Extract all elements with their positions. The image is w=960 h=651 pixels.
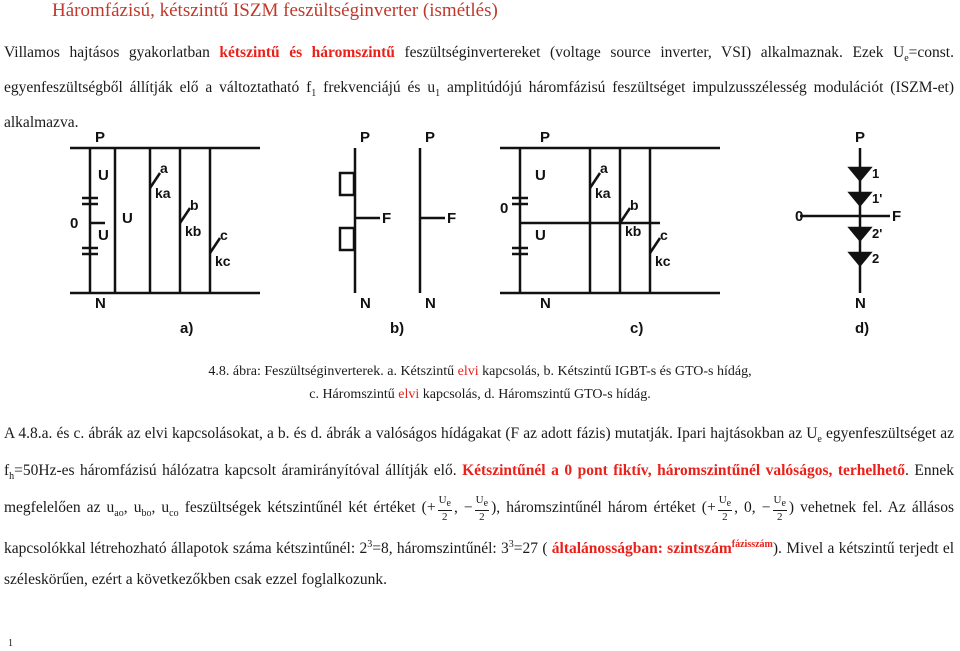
label-ue-a-mid: U [122, 210, 133, 227]
label-c-ka: ka [595, 185, 611, 201]
inverter-figure [60, 128, 940, 343]
label-fig-a: a) [180, 320, 194, 337]
label-f-b2: F [447, 210, 457, 227]
label-kb: kb [185, 223, 202, 239]
label-d-1: 1 [872, 166, 880, 181]
label-c-kb: kb [625, 223, 642, 239]
label-n-d: N [855, 295, 866, 312]
label-c-b: b [630, 197, 639, 213]
label-zero-c: 0 [500, 200, 509, 217]
label-c: c [220, 227, 228, 243]
label-ue-a-bot: U [98, 227, 109, 244]
label-d-1p: 1' [872, 191, 883, 206]
body-paragraph: A 4.8.a. és c. ábrák az elvi kapcsolásokat, a b. és d. ábrák a valóságos hídágakat (F az adott fázis) mutatják. Ipari hajtásokban az $U_e$ egyenfeszültséget az $f_h=50Hz-es$ háromfázisú hálózatra kapcsolt áramirányítóval állítják elő. Kétszintűnél a 0 pont fiktív, háromszintűnél valóságos, terhelhető. Ennek megfelelően az $u_{ao}$, $u_{bo}$, $u_{co}$ feszültségek kétszintűnél két értéket (+ $\frac{U_e}{2}$ , − $\frac{U_e}{2}$ ), háromszintűnél három értéket (+ $\frac{U_e}{2}$ , 0, − $\frac{U_e}{2}$ ) vehetnek fel. Az állásos kapcsolókkal létrehozható állapotok száma kétszintűnél: $2^3=8$, háromszintűnél: $3^3=27$ ( általánosságban: szintszám$^{fázisszám}$). Mivel a kétszintű terjedt el széleskörűen, ezért a következőkben csak ezzel foglalkozunk. [4, 425, 955, 589]
label-p-b1: P [360, 129, 371, 146]
label-c-kc: kc [655, 253, 671, 269]
label-p-c: P [540, 129, 551, 146]
fraction-ue-half: $\frac{U_e}{2}$ [438, 494, 451, 524]
label-f-d: F [892, 208, 902, 225]
label-zero-d: 0 [795, 208, 804, 225]
label-a: a [160, 160, 168, 176]
highlight-levels: kétszintű és háromszintű [219, 44, 395, 61]
label-f-b1: F [382, 210, 392, 227]
fraction-ue-half: $\frac{U_e}{2}$ [773, 494, 786, 524]
label-n-b1: N [360, 295, 371, 312]
page-title: Háromfázisú, kétszintű ISZM feszültséginverter (ismétlés) [52, 0, 498, 21]
label-fig-d: d) [855, 320, 870, 337]
intro-paragraph: Villamos hajtásos gyakorlatban kétszintű és háromszintű feszültséginvertereket (voltage source inverter, VSI) alkalmaznak. Ezek $U_e=const$. egyenfeszültségből állítják elő a változtatható $f_1$ frekvenciájú és $u_1$ amplitúdójú háromfázisú feszültséget impulzusszélesség modulációt (ISZM-et) alkalmazva. [4, 44, 955, 132]
label-b: b [190, 197, 199, 213]
label-fig-b: b) [390, 320, 405, 337]
label-d-2: 2 [872, 251, 880, 266]
page-number: 1 [8, 638, 13, 649]
label-ue-c-bot: U [535, 227, 546, 244]
label-c-a: a [600, 160, 608, 176]
label-fig-c: c) [630, 320, 644, 337]
label-kc: kc [215, 253, 231, 269]
fraction-ue-half: $\frac{U_e}{2}$ [718, 494, 732, 524]
label-zero-a: 0 [70, 215, 79, 232]
label-p-d: P [855, 129, 866, 146]
label-n-b2: N [425, 295, 436, 312]
label-p-b2: P [425, 129, 436, 146]
highlight-general: általánosságban: szintszám [551, 540, 732, 558]
label-d-2p: 2' [872, 226, 883, 241]
label-ue-c-top: U [535, 167, 546, 184]
label-ka: ka [155, 185, 171, 201]
figure-caption: 4.8. ábra: Feszültséginverterek. a. Kétszintű elvi kapcsolás, b. Kétszintű IGBT-s és GTO-s hídág, c. Háromszintű elvi kapcsolás, d. Háromszintű GTO-s hídág. [208, 364, 752, 402]
label-p-a: P [95, 129, 106, 146]
label-n-a: N [95, 295, 106, 312]
fraction-ue-half: $\frac{U_e}{2}$ [475, 494, 489, 524]
highlight-zero-point: Kétszintűnél a 0 pont fiktív, háromszintűnél valóságos, terhelhető [462, 462, 906, 480]
label-ue-a-top: U [98, 167, 109, 184]
label-c-c: c [660, 227, 668, 243]
label-n-c: N [540, 295, 551, 312]
